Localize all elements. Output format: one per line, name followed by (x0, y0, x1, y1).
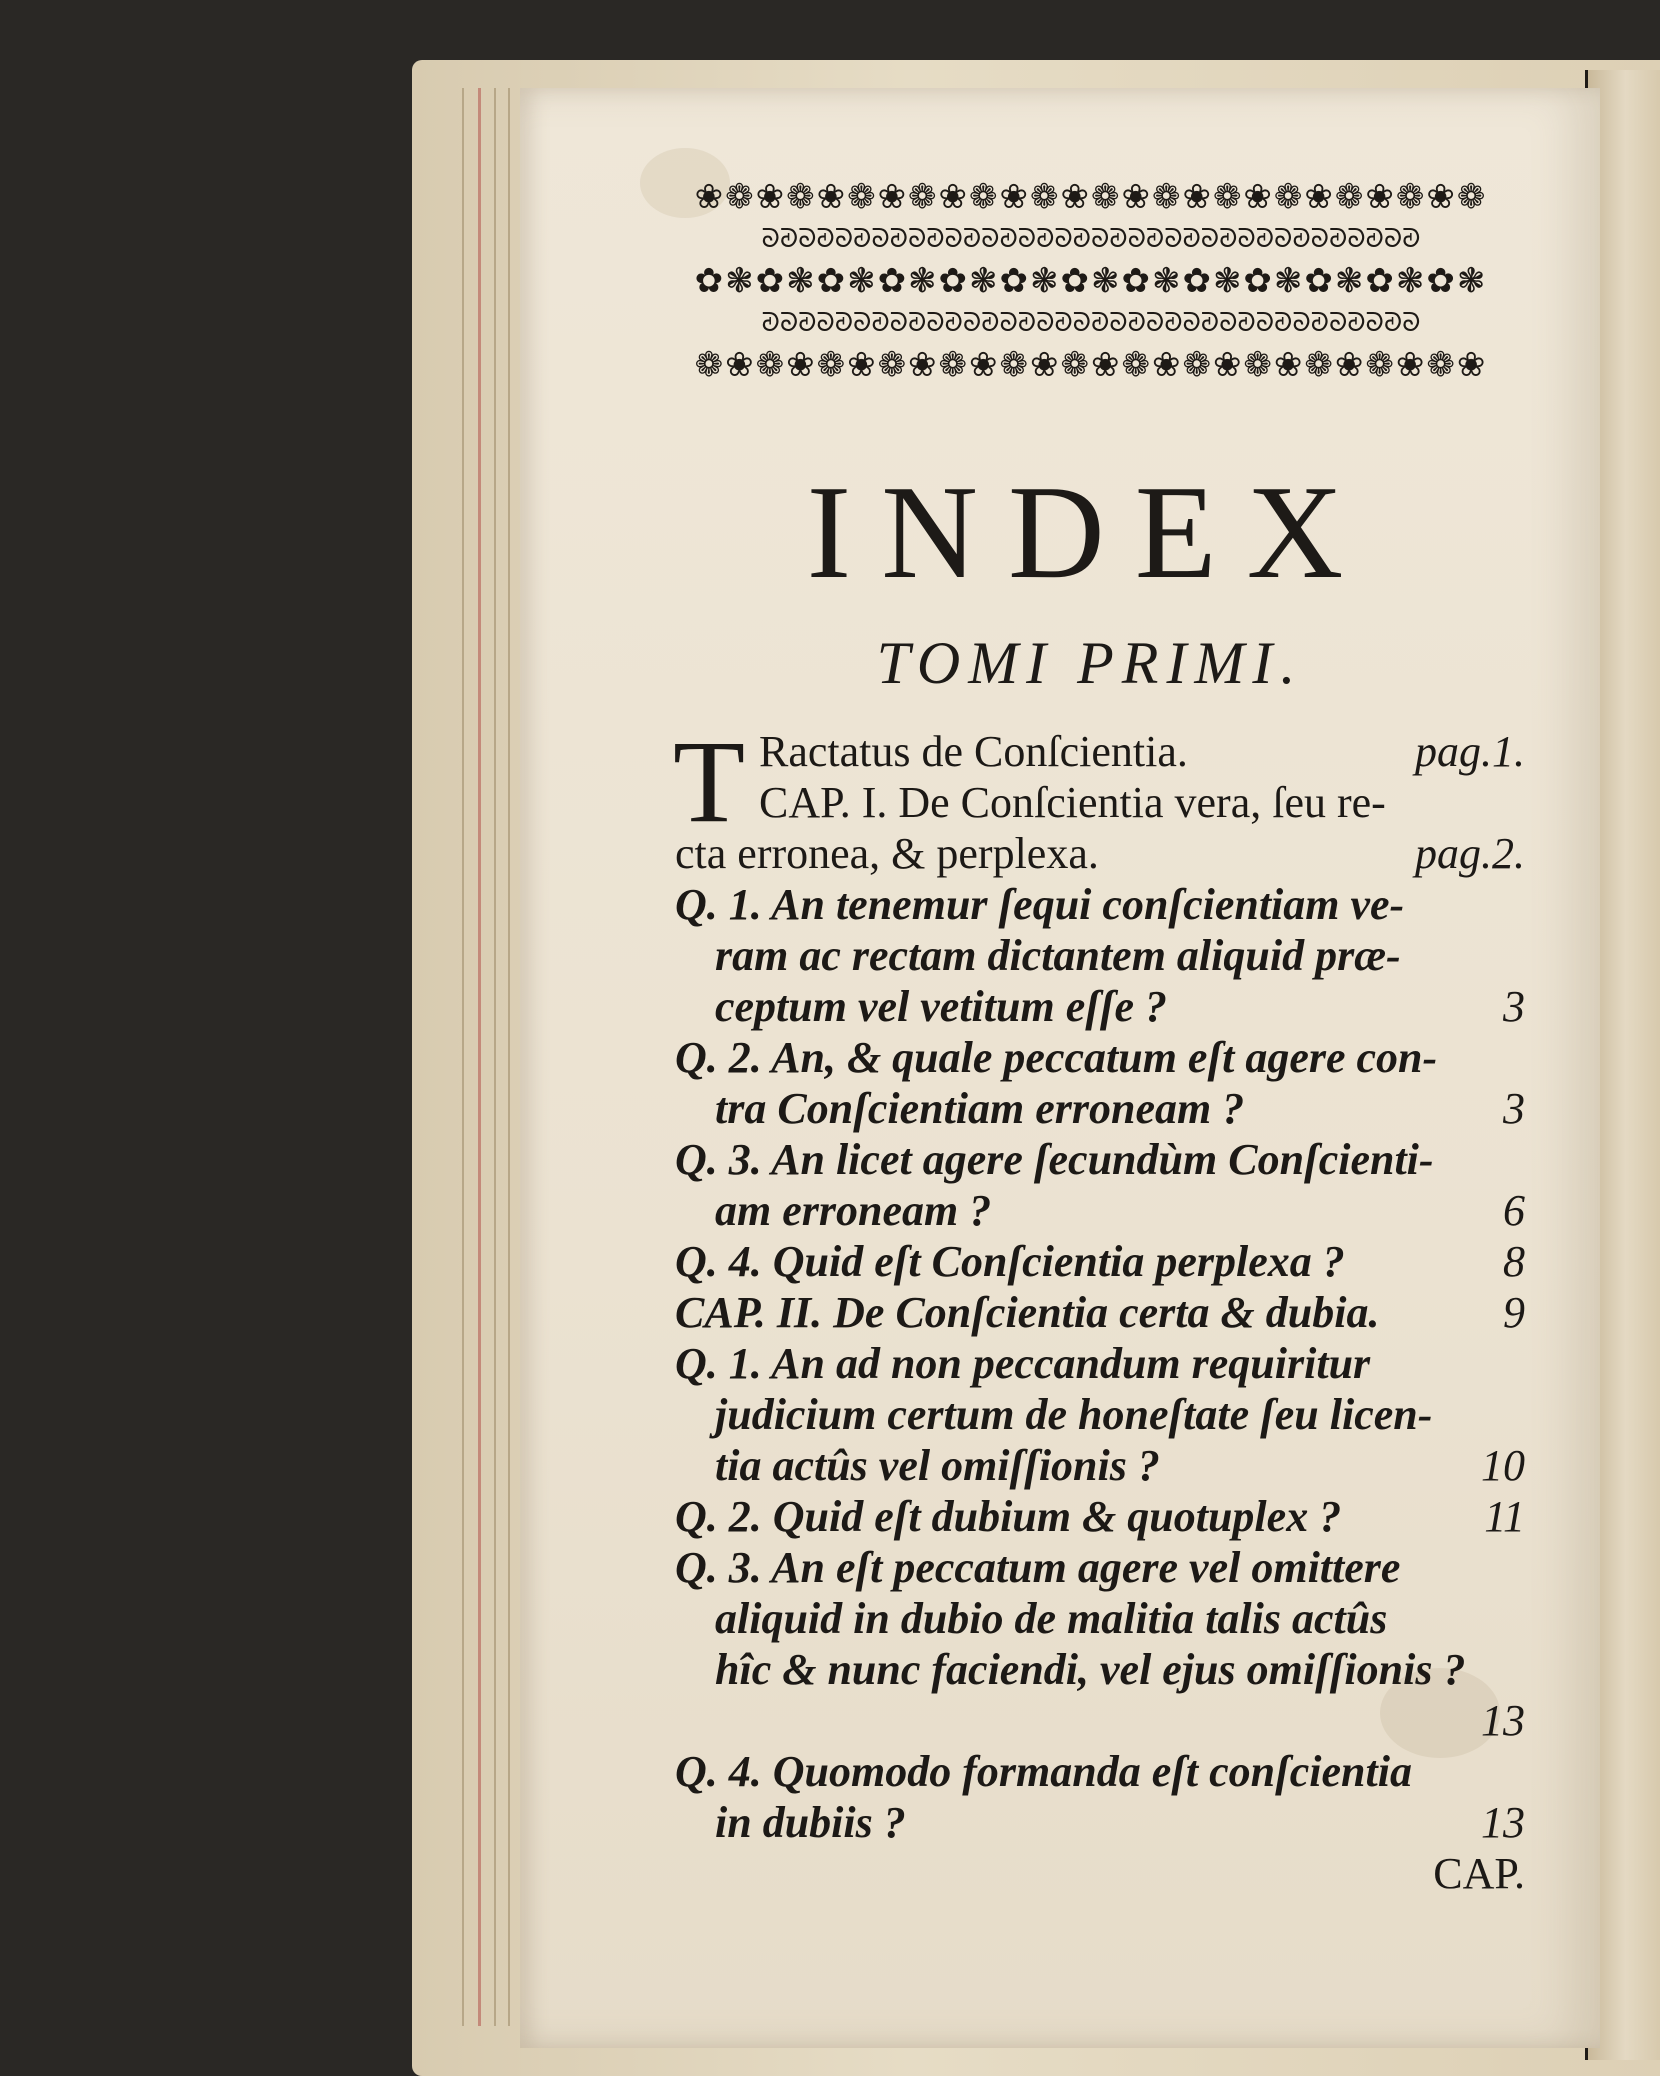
index-entry-page: 11 (1484, 1492, 1525, 1541)
index-entry-page: 6 (1503, 1186, 1525, 1235)
index-entry-page: 3 (1503, 982, 1525, 1031)
index-entry (675, 1185, 1525, 1236)
index-entry-text: Q. 4. Quid eſt Conſcientia perplexa ? (675, 1237, 1345, 1286)
index-entry-page: 8 (1503, 1237, 1525, 1286)
index-entry (675, 1083, 1525, 1134)
index-entry (675, 1797, 1525, 1848)
index-entry (675, 777, 1525, 828)
catchword: CAP. (1433, 1849, 1525, 1898)
index-entry (675, 1491, 1525, 1542)
index-entry (675, 1695, 1525, 1746)
index-entry-text: judicium certum de honeſtate ſeu licen- (715, 1390, 1433, 1439)
index-entry-text: tra Conſcientiam erroneam ? (715, 1084, 1245, 1133)
index-entry (675, 879, 1525, 930)
index-entry-text: cta erronea, & perplexa. (675, 829, 1099, 878)
page-edge (478, 88, 481, 2026)
ornamental-headpiece (668, 176, 1514, 388)
index-entry-text: aliquid in dubio de malitia talis actûs (715, 1594, 1388, 1643)
index-entry-page: 9 (1503, 1288, 1525, 1337)
ornament-row: ❀❁❀❁❀❁❀❁❀❁❀❁❀❁❀❁❀❁❀❁❀❁❀❁❀❁ (694, 177, 1488, 217)
index-entry-page: pag.2. (1415, 829, 1525, 878)
index-entry-text: Q. 3. An eſt peccatum agere vel omittere (675, 1543, 1401, 1592)
index-lines (673, 716, 1525, 1848)
index-entry (675, 1746, 1525, 1797)
index-entry-text: Ractatus de Conſcientia. (759, 727, 1188, 776)
index-list (673, 716, 1525, 1898)
ornament-row: ✿❃✿❃✿❃✿❃✿❃✿❃✿❃✿❃✿❃✿❃✿❃✿❃✿❃ (694, 261, 1488, 301)
page-title: INDEX (806, 458, 1374, 606)
index-entry-page: 10 (1481, 1441, 1525, 1490)
index-entry (675, 1287, 1525, 1338)
index-entry (675, 1644, 1525, 1695)
page-edge (462, 88, 464, 2026)
page-edge (494, 88, 496, 2026)
drop-cap: T (673, 716, 746, 847)
index-entry (675, 1236, 1525, 1287)
index-entry (675, 1338, 1525, 1389)
index-entry-page: 3 (1503, 1084, 1525, 1133)
index-entry-text: Q. 4. Quomodo formanda eſt conſcientia (675, 1747, 1412, 1796)
page-edge (508, 88, 510, 2026)
index-entry-text: Q. 2. An, & quale peccatum eſt agere con- (675, 1033, 1438, 1082)
index-entry (675, 1134, 1525, 1185)
index-entry-page: pag.1. (1415, 727, 1525, 776)
index-entry (675, 726, 1525, 777)
index-entry-text: ram ac rectam dictantem aliquid præ- (715, 931, 1401, 980)
page-subtitle: TOMI PRIMI. (876, 630, 1304, 696)
index-entry (675, 930, 1525, 981)
index-entry (675, 981, 1525, 1032)
index-entry-text: CAP. II. De Conſcientia certa & dubia. (675, 1288, 1380, 1337)
index-entry-text: Q. 1. An tenemur ſequi conſcientiam ve- (675, 880, 1405, 929)
index-entry-text: ceptum vel vetitum eſſe ? (715, 982, 1168, 1031)
index-entry-text: am erroneam ? (715, 1186, 992, 1235)
index-entry (675, 1593, 1525, 1644)
ornament-row: ᘐᘑᘐᘑᘐᘑᘐᘑᘐᘑᘐᘑᘐᘑᘐᘑᘐᘑᘐᘑᘐᘑᘐᘑᘐᘑᘐᘑᘐᘑᘐᘑᘐᘑᘐᘑ (761, 224, 1421, 254)
index-entry (675, 1032, 1525, 1083)
index-entry-text: in dubiis ? (715, 1798, 906, 1847)
index-entry-text: tia actûs vel omiſſionis ? (715, 1441, 1160, 1490)
index-entry-text: Q. 3. An licet agere ſecundùm Conſcienti- (675, 1135, 1434, 1184)
index-entry (675, 828, 1525, 879)
index-entry-text: Q. 1. An ad non peccandum requiritur (675, 1339, 1371, 1388)
index-entry (675, 1440, 1525, 1491)
index-entry-page: 13 (1481, 1798, 1525, 1847)
index-entry-page: 13 (1481, 1696, 1525, 1745)
index-entry (675, 1542, 1525, 1593)
index-entry-text: hîc & nunc faciendi, vel ejus omiſſionis ? (715, 1645, 1466, 1694)
index-entry-text: CAP. I. De Conſcientia vera, ſeu re- (759, 778, 1386, 827)
ornament-row: ❁❀❁❀❁❀❁❀❁❀❁❀❁❀❁❀❁❀❁❀❁❀❁❀❁❀ (694, 345, 1488, 385)
index-entry-text: Q. 2. Quid eſt dubium & quotuplex ? (675, 1492, 1342, 1541)
index-entry (675, 1389, 1525, 1440)
ornament-row: ᘑᘐᘑᘐᘑᘐᘑᘐᘑᘐᘑᘐᘑᘐᘑᘐᘑᘐᘑᘐᘑᘐᘑᘐᘑᘐᘑᘐᘑᘐᘑᘐᘑᘐᘑᘐ (761, 308, 1421, 338)
